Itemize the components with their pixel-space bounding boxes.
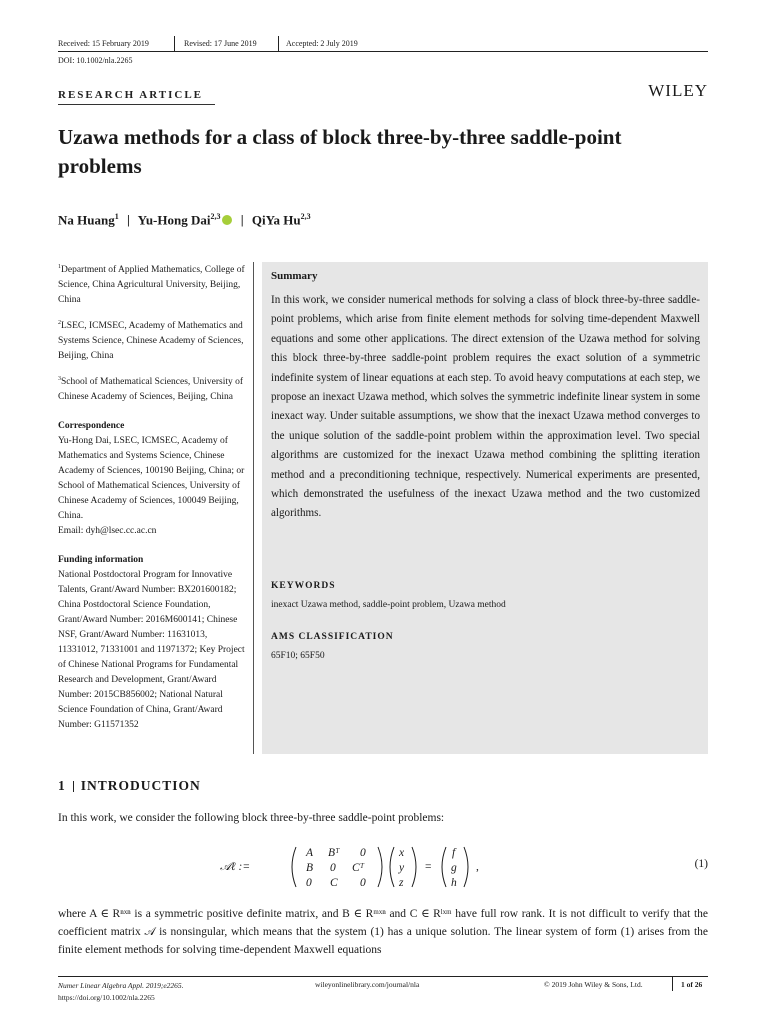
affiliation: $^2$LSEC, ICMSEC, Academy of Mathematics and Systems Science, Chinese Academy of Sciences, Beijing, China — [58, 320, 244, 362]
matrix-cell: 0 — [360, 847, 366, 859]
affiliation: $^1$Department of Applied Mathematics, College of Science, China Agricultural University, Beijing, China — [58, 264, 245, 306]
rhs-paren-left — [442, 847, 446, 887]
matrix-cell: Bᵀ — [328, 847, 340, 859]
matrix-paren-right — [378, 847, 382, 887]
keywords-text: inexact Uzawa method, saddle-point problem, Uzawa method — [271, 600, 506, 610]
equation-number: (1) — [694, 858, 708, 870]
equation-equals: = — [425, 861, 432, 873]
section-title: INTRODUCTION — [80, 778, 201, 793]
footer-journal — [58, 980, 184, 1004]
equation-trail: , — [476, 861, 479, 873]
section-number: 1 — [58, 778, 66, 793]
vector-cell: z — [399, 877, 404, 889]
date-separator — [174, 36, 175, 51]
matrix-cell: 0 — [330, 862, 336, 874]
matrix-paren-left — [292, 847, 296, 887]
matrix-cell: A — [306, 847, 314, 859]
rhs-cell: f — [452, 847, 456, 859]
footer-rule — [58, 976, 708, 977]
summary-text: In this work, we consider numerical methods for solving a class of block three-by-three saddle-point problems, which arise from finite element methods for solving time-dependent Maxwell equations and some other applications. The direct extension of the Uzawa method for solving this block three-by-three saddle-point problem requires the exact solution of a symmetric indefinite system of linear equations at each step. To avoid heavy computations at each step, we propose an inexact Uzawa method, which solves the symmetric indefinite linear system in some inexact way. Under suitable assumptions, we show that the inexact Uzawa method converges to the unique solution of the saddle-point problem within the approximation level. Two special algorithms are customized for the inexact Uzawa method combining the splitting iteration method and a preconditioning technique, respectively. Numerical experiments are presented, which demonstrated the usefulness of the inexact Uzawa method and the two customized algorithms. — [271, 294, 700, 520]
author-affil: 2,3 — [210, 212, 221, 221]
doi[interactable]: DOI: 10.1002/nla.2265 — [58, 56, 133, 65]
matrix-cell: 0 — [360, 877, 366, 889]
matrix-cell: 0 — [306, 877, 312, 889]
matrix-cell: Cᵀ — [352, 862, 365, 874]
intro-body: where A ∈ Rⁿˣⁿ is a symmetric positive definite matrix, and B ∈ Rᵐˣⁿ and C ∈ Rˡˣᵐ have full row rank. It is not difficult to verify that the coefficient matrix 𝒜 is nonsingular, which means that the system (1) has a unique solution. The linear system of form (1) arises from the finite element methods for solving time-dependent Maxwell equations — [58, 908, 708, 956]
heading-separator — [73, 781, 74, 792]
summary-heading: Summary — [271, 270, 318, 282]
accepted-date: Accepted: 2 July 2019 — [286, 39, 358, 48]
correspondence — [58, 419, 248, 539]
rhs-paren-right — [464, 847, 468, 887]
paper-title: Uzawa methods for a class of block three-by-three saddle-point problems — [58, 125, 622, 178]
vector-paren-left — [390, 847, 394, 887]
vector-cell: x — [399, 847, 405, 859]
footer-page-number: 1 of 26 — [681, 980, 703, 989]
author-name[interactable]: QiYa Hu — [251, 212, 301, 228]
section-heading-introduction — [58, 778, 201, 794]
funding-heading: Funding information — [58, 555, 144, 566]
author-list — [58, 212, 311, 228]
received-date: Received: 15 February 2019 — [58, 39, 149, 48]
footer-journal-url[interactable]: https://doi.org/10.1002/nla.2265 — [58, 993, 155, 1002]
revised-date: Revised: 17 June 2019 — [184, 39, 257, 48]
matrix-cell: B — [306, 862, 314, 874]
author-separator: | — [240, 212, 244, 228]
author-name[interactable]: Yu-Hong Dai — [137, 212, 211, 228]
correspondence-heading: Correspondence — [58, 421, 125, 432]
publisher-logo: WILEY — [648, 81, 708, 100]
keywords-heading: KEYWORDS — [271, 581, 336, 591]
footer-copyright: © 2019 John Wiley & Sons, Ltd. — [544, 980, 643, 989]
rhs-cell: g — [451, 862, 457, 874]
funding-text: National Postdoctoral Program for Innovative Talents, Grant/Award Number: BX201600182; China Postdoctoral Science Foundation, Grant/Award Number: 2016M600141; Chinese NSF, Grant/Award Number: 11631013, 11331012, 71331001 and 11971372; Key Project of Chinese National Programs for Fundamental Research and Development, Grant/Award Number: 2015CB856002; National Natural Science Foundation of China, Grant/Award Number: G11571352 — [58, 570, 245, 731]
affiliation: $^3$School of Mathematical Sciences, University of Chinese Academy of Sciences, Beijing, China — [58, 376, 244, 403]
footer-site-link[interactable]: wileyonlinelibrary.com/journal/nla — [315, 980, 420, 989]
matrix-cell: C — [330, 877, 338, 889]
orcid-icon[interactable] — [222, 215, 232, 225]
footer-separator — [672, 977, 673, 991]
ams-text: 65F10; 65F50 — [271, 651, 325, 661]
rhs-cell: h — [451, 877, 457, 889]
date-separator — [278, 36, 279, 51]
date-bar — [58, 33, 708, 52]
footer-journal-name: Numer Linear Algebra Appl. 2019;e2265. — [58, 981, 184, 990]
author-separator: | — [126, 212, 130, 228]
vector-cell: y — [399, 862, 405, 874]
section-label: RESEARCH ARTICLE — [58, 89, 204, 101]
author-affil: 1 — [114, 212, 119, 221]
ams-heading: AMS CLASSIFICATION — [271, 632, 394, 642]
correspondence-email[interactable]: Email: dyh@lsec.cc.ac.cn — [58, 526, 157, 537]
equation-1 — [220, 842, 550, 892]
correspondence-text: Yu-Hong Dai, LSEC, ICMSEC, Academy of Mathematics and Systems Science, Chinese Academy of Sciences, 100190 Beijing, China; or School of Mathematical Sciences, University of Chinese Academy of Sciences, 100049 Beijing, China. — [58, 436, 245, 522]
equation-lhs: 𝒜ℓ := — [220, 861, 251, 873]
author-affil: 2,3 — [300, 212, 311, 221]
section-label-underline — [58, 104, 215, 105]
column-divider — [253, 262, 254, 754]
intro-lead: In this work, we consider the following block three-by-three saddle-point problems: — [58, 812, 445, 824]
vector-paren-right — [412, 847, 416, 887]
author-name[interactable]: Na Huang — [58, 212, 115, 228]
left-column — [58, 260, 248, 741]
funding — [58, 553, 248, 733]
